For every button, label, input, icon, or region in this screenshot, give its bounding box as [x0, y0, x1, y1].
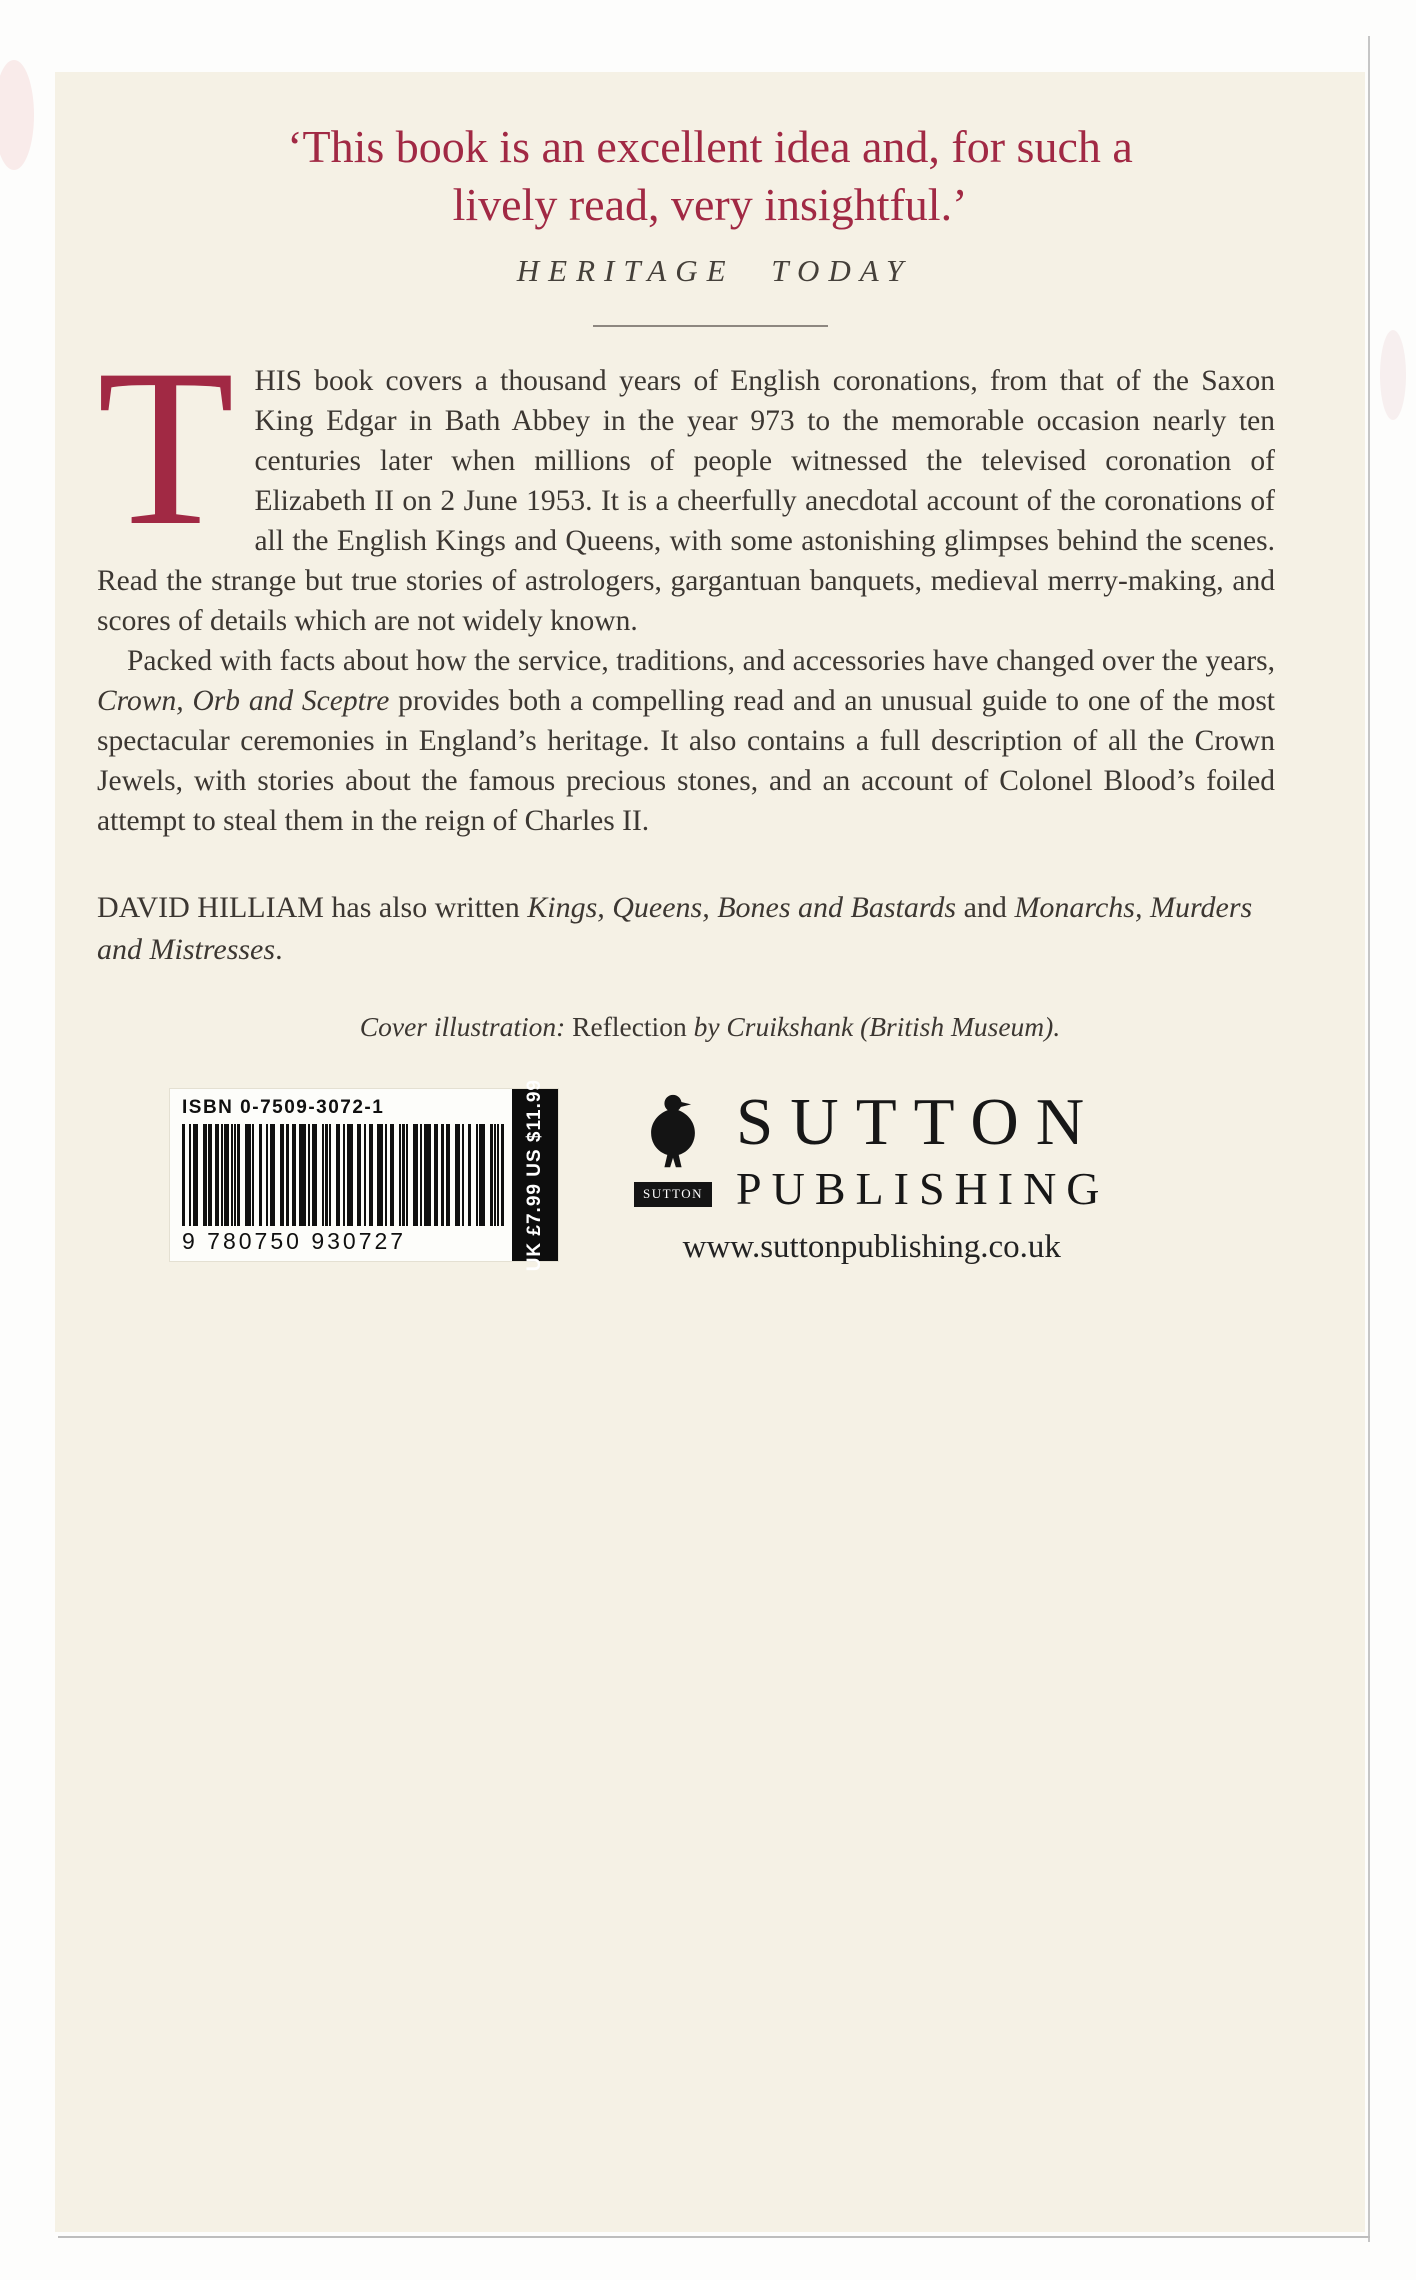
credit-rest: by Cruikshank (British Museum). [693, 1011, 1061, 1042]
barcode-digits: 9 780750 930727 [182, 1228, 407, 1254]
blurb-paragraph-2 [97, 641, 1275, 841]
credit-title: Reflection [572, 1011, 694, 1042]
publisher-logo-row [634, 1085, 1110, 1215]
publisher-url: www.suttonpublishing.co.uk [682, 1228, 1061, 1265]
blurb-text [97, 322, 1275, 841]
barcode-bars [182, 1124, 504, 1226]
blurb-paragraph-2-rest: provides both a compelling read and an unusual guide to one of the most spectacular ceremonies in England’s heritage. It also contains a full description of all the Crown Jewels, with stories about the famous precious stones, and an account of Colonel Blood’s foiled attempt to steal them in the reign of Charles II. [97, 685, 1275, 837]
book-back-cover [55, 72, 1365, 2232]
book-title-kings-queens: Kings, Queens, Bones and Bastards [527, 891, 957, 924]
isbn-number: ISBN 0-7509-3072-1 [182, 1097, 385, 1118]
review-quote: ‘This book is an excellent idea and, for such a lively read, very insightful.’ [287, 121, 1133, 230]
swift-bird-icon [641, 1093, 705, 1178]
cover-illustration-credit [55, 1011, 1365, 1043]
publisher-name: SUTTON [736, 1085, 1102, 1159]
barcode-main [170, 1089, 512, 1261]
publisher-block [634, 1085, 1110, 1266]
review-attribution: HERITAGE TODAY [516, 253, 913, 288]
emblem-label: SUTTON [634, 1182, 712, 1207]
author-note-lead: DAVID HILLIAM has also written [97, 891, 528, 924]
bottom-section [170, 1078, 1365, 1272]
publisher-name-block [736, 1085, 1110, 1215]
divider-line [593, 325, 828, 327]
barcode-block [170, 1078, 558, 1272]
blurb-paragraph-2-lead: Packed with facts about how the service, traditions, and accessories have changed over the years, [127, 645, 1275, 677]
book-title-crown-orb-sceptre: Crown, Orb and Sceptre [97, 685, 390, 717]
book-title-monarchs-murders: Monarchs, Murders and Mistresses [97, 891, 1253, 966]
scanner-smudge [0, 60, 34, 170]
price-strip [512, 1078, 558, 1272]
author-note-end: . [275, 933, 283, 966]
publisher-type: PUBLISHING [736, 1163, 1110, 1214]
author-note-middle: and [956, 891, 1015, 924]
author-note [97, 887, 1275, 971]
credit-label: Cover illustration: [359, 1011, 573, 1042]
blurb-paragraph-1 [97, 322, 1275, 641]
blurb-paragraph-1-text: HIS book covers a thousand years of English coronations, from that of the Saxon King Edgar in Bath Abbey in the year 973 to the memorable occasion nearly ten centuries later when millions of people witnessed the televised coronation of Elizabeth II on 2 June 1953. It is a cheerfully anecdotal account of the coronations of all the English Kings and Queens, with some astonishing glimpses behind the scenes. Read the strange but true stories of astrologers, gargantuan banquets, medieval merry-making, and scores of details which are not widely known. [97, 365, 1275, 637]
scanner-smudge [1380, 330, 1406, 420]
price-text: UK £7.99 US $11.99 [524, 1078, 545, 1272]
scan-edge-line-bottom [58, 2236, 1370, 2238]
scan-edge-line-right [1368, 36, 1370, 2242]
publisher-emblem [634, 1093, 712, 1207]
drop-cap-letter: T [97, 322, 235, 572]
